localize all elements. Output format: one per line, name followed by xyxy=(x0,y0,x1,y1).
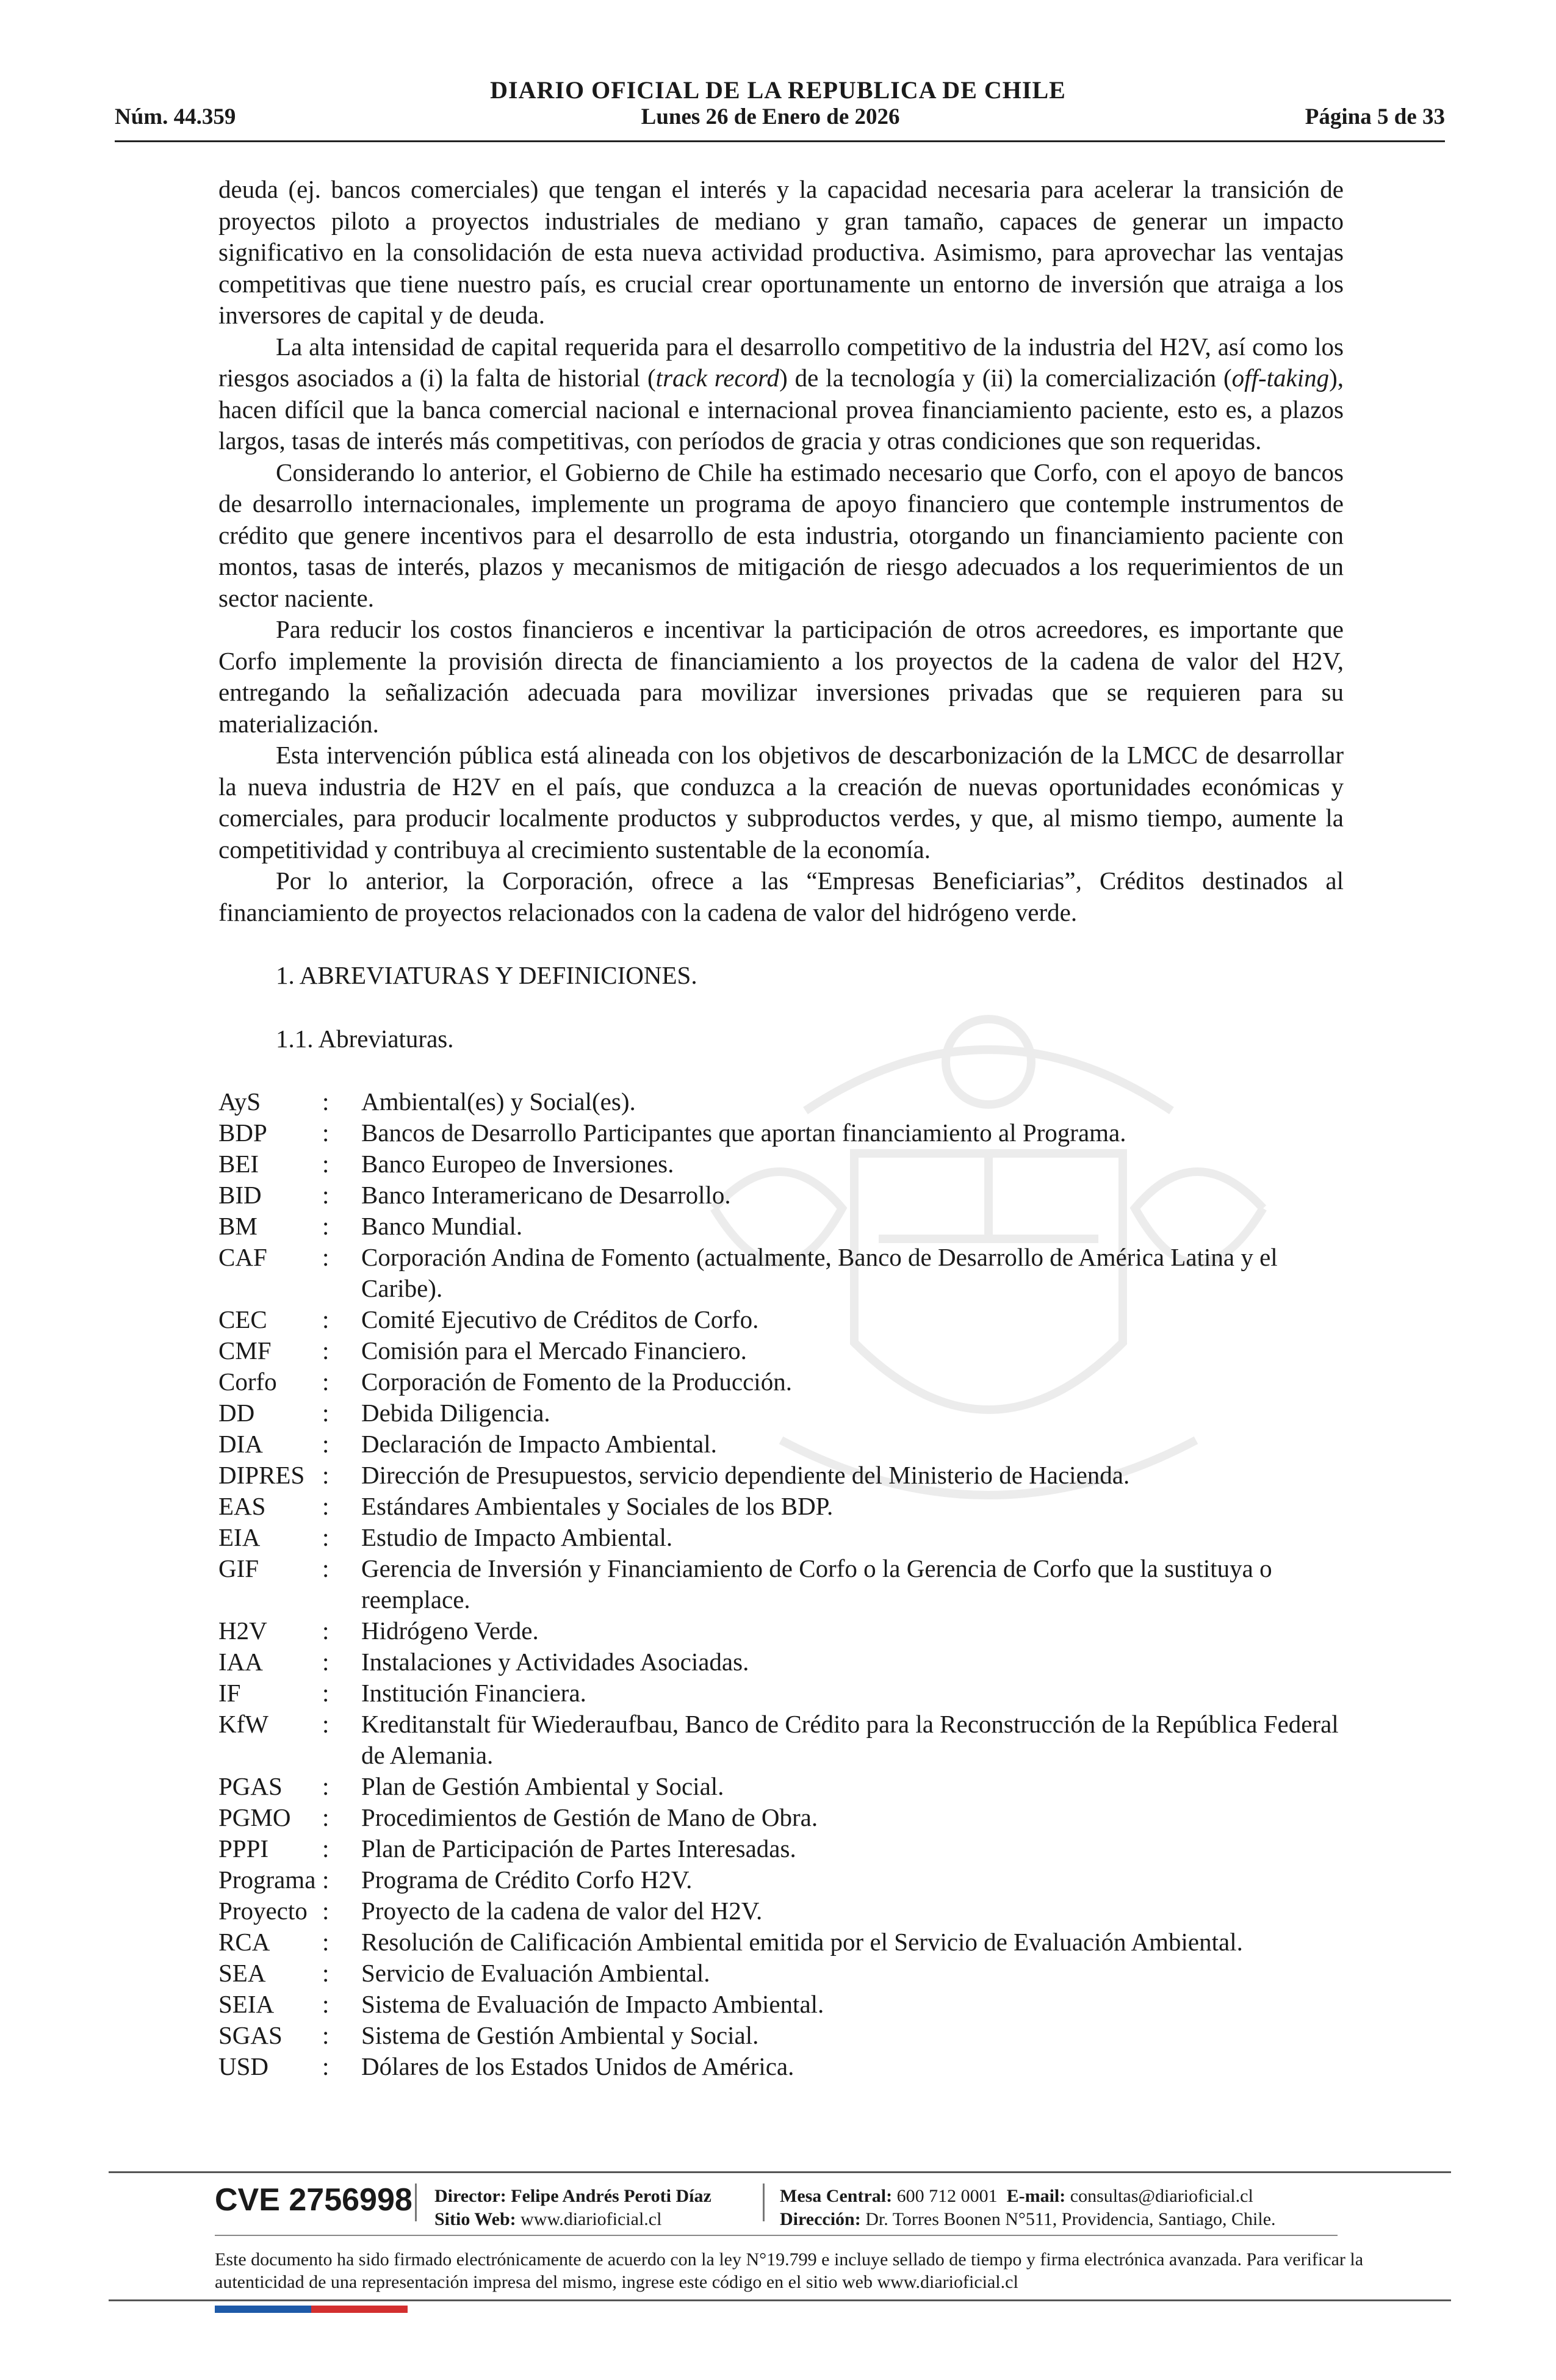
abbreviation-code: BID xyxy=(218,1181,262,1209)
abbreviation-definition: Comité Ejecutivo de Créditos de Corfo. xyxy=(361,1305,759,1333)
abbreviation-row xyxy=(218,1615,1344,1646)
footer-middle-rule xyxy=(215,2235,1338,2236)
abbreviation-row xyxy=(218,1989,1344,2020)
abbreviation-code: KfW xyxy=(218,1710,268,1738)
abbreviation-colon: : xyxy=(322,1554,330,1582)
abbreviation-colon: : xyxy=(322,1928,330,1956)
phone-label: Mesa Central: xyxy=(780,2186,893,2206)
abbreviation-definition: Dólares de los Estados Unidos de América. xyxy=(361,2052,794,2080)
abbreviation-code: EIA xyxy=(218,1523,261,1551)
abbreviation-row xyxy=(218,1646,1344,1678)
abbreviation-code: SGAS xyxy=(218,2021,283,2049)
abbreviation-definition: Bancos de Desarrollo Participantes que aportan financiamiento al Programa. xyxy=(361,1119,1126,1147)
abbreviation-code: USD xyxy=(218,2052,269,2080)
abbreviation-colon: : xyxy=(322,1710,330,1738)
website-label: Sitio Web: xyxy=(434,2209,516,2229)
header-row xyxy=(115,104,1445,130)
abbreviation-definition: Programa de Crédito Corfo H2V. xyxy=(361,1866,693,1894)
abbreviation-code: Corfo xyxy=(218,1368,277,1396)
abbreviation-row xyxy=(218,1460,1344,1491)
abbreviation-colon: : xyxy=(322,1212,330,1240)
document-body xyxy=(218,174,1344,2082)
abbreviation-colon: : xyxy=(322,1803,330,1831)
abbreviation-row xyxy=(218,1366,1344,1397)
abbreviation-definition: Institución Financiera. xyxy=(361,1679,586,1707)
abbreviation-definition: Proyecto de la cadena de valor del H2V. xyxy=(361,1897,763,1925)
website-link[interactable]: www.diarioficial.cl xyxy=(520,2209,662,2229)
abbreviation-colon: : xyxy=(322,1087,330,1116)
abbreviation-code: DIA xyxy=(218,1430,263,1458)
footer-bottom-rule xyxy=(109,2299,1451,2301)
abbreviation-colon: : xyxy=(322,1492,330,1520)
abbreviation-code: BDP xyxy=(218,1119,267,1147)
abbreviation-code: RCA xyxy=(218,1928,270,1956)
address-label: Dirección: xyxy=(780,2209,861,2229)
abbreviation-code: PGAS xyxy=(218,1772,283,1800)
abbreviation-row xyxy=(218,1771,1344,1802)
footer-contact-block xyxy=(780,2185,1276,2231)
abbreviation-row xyxy=(218,1429,1344,1460)
abbreviation-colon: : xyxy=(322,1119,330,1147)
abbreviation-row xyxy=(218,1864,1344,1895)
abbreviation-definition: Gerencia de Inversión y Financiamiento de Corfo o la Gerencia de Corfo que la sustituya o reemplace. xyxy=(361,1554,1272,1614)
abbreviation-definition: Banco Europeo de Inversiones. xyxy=(361,1150,674,1178)
footer-divider xyxy=(415,2183,417,2221)
subsection-heading: 1.1. Abreviaturas. xyxy=(276,1024,454,1053)
abbreviation-row xyxy=(218,1335,1344,1366)
abbreviation-definition: Debida Diligencia. xyxy=(361,1399,550,1427)
abbreviation-colon: : xyxy=(322,1368,330,1396)
flag-stripe-blue xyxy=(215,2306,311,2313)
abbreviation-definition: Corporación de Fomento de la Producción. xyxy=(361,1368,792,1396)
footer-divider xyxy=(763,2183,765,2221)
email-label: E-mail: xyxy=(1006,2186,1066,2206)
abbreviation-colon: : xyxy=(322,2021,330,2049)
newspaper-title: DIARIO OFICIAL DE LA REPUBLICA DE CHILE xyxy=(490,76,1066,104)
abbreviation-row xyxy=(218,1553,1344,1615)
abbreviation-code: SEIA xyxy=(218,1990,275,2018)
abbreviation-code: PPPI xyxy=(218,1834,269,1863)
section-heading: 1. ABREVIATURAS Y DEFINICIONES. xyxy=(276,961,697,989)
abbreviation-code: BM xyxy=(218,1212,258,1240)
paragraph: Considerando lo anterior, el Gobierno de Chile ha estimado necesario que Corfo, con el apoyo de bancos de desarrollo internacionales, implemente un programa de apoyo financiero que contemple instrumentos de crédito que genere incentivos para el desarrollo de esta industria, otorgando un financiamiento paciente con montos, tasas de interés, plazos y mecanismos de mitigación de riesgo adecuados a los requerimientos de un sector naciente. xyxy=(218,458,1344,612)
paragraph-text: La alta intensidad de capital requerida para el desarrollo competitivo de la industria del H2V, así como los riesgos asociados a (i) la falta de historial (track record) de la tecnología y (ii) la comercialización (off-taking), hacen difícil que la banca comercial nacional e internacional provea financiamiento paciente, esto es, a plazos largos, tasas de interés más competitivas, con períodos de gracia y otras condiciones que son requeridas. xyxy=(218,332,1344,455)
abbreviation-row xyxy=(218,1086,1344,1117)
abbreviation-colon: : xyxy=(322,1430,330,1458)
abbreviation-definition: Ambiental(es) y Social(es). xyxy=(361,1087,636,1116)
footer-director-block xyxy=(434,2185,711,2231)
abbreviation-code: DD xyxy=(218,1399,255,1427)
flag-stripe-red xyxy=(311,2306,408,2313)
abbreviation-code: Programa xyxy=(218,1866,316,1894)
abbreviation-code: BEI xyxy=(218,1150,259,1178)
abbreviation-colon: : xyxy=(322,1772,330,1800)
abbreviation-colon: : xyxy=(322,1959,330,1987)
cve-code: CVE 2756998 xyxy=(215,2182,412,2218)
abbreviation-colon: : xyxy=(322,1181,330,1209)
abbreviation-definition: Banco Interamericano de Desarrollo. xyxy=(361,1181,731,1209)
abbreviation-row xyxy=(218,1242,1344,1304)
abbreviation-colon: : xyxy=(322,1150,330,1178)
abbreviation-row xyxy=(218,1802,1344,1833)
abbreviation-definition: Sistema de Gestión Ambiental y Social. xyxy=(361,2021,759,2049)
abbreviation-colon: : xyxy=(322,1834,330,1863)
issue-date: Lunes 26 de Enero de 2026 xyxy=(641,104,900,129)
abbreviation-definition: Servicio de Evaluación Ambiental. xyxy=(361,1959,710,1987)
abbreviations-table xyxy=(218,1086,1344,2082)
abbreviation-definition: Corporación Andina de Fomento (actualmente, Banco de Desarrollo de América Latina y el Caribe). xyxy=(361,1243,1278,1302)
director-name: Felipe Andrés Peroti Díaz xyxy=(511,2186,711,2206)
abbreviation-row xyxy=(218,2020,1344,2051)
abbreviation-code: CMF xyxy=(218,1336,272,1365)
abbreviation-row xyxy=(218,1304,1344,1335)
address-text: Dr. Torres Boonen N°511, Providencia, Santiago, Chile. xyxy=(865,2209,1276,2229)
abbreviation-row xyxy=(218,1709,1344,1771)
paragraph xyxy=(218,331,1344,457)
abbreviation-code: CEC xyxy=(218,1305,267,1333)
abbreviation-colon: : xyxy=(322,1461,330,1489)
abbreviation-code: EAS xyxy=(218,1492,266,1520)
abbreviation-row xyxy=(218,1117,1344,1149)
abbreviation-code: Proyecto xyxy=(218,1897,308,1925)
signature-notice: Este documento ha sido firmado electrónicamente de acuerdo con la ley N°19.799 e incluye sellado de tiempo y firma electrónica avanzada. Para verificar la autenticidad de una representación impresa del mismo, ingrese este código en el sitio web www.diarioficial.cl xyxy=(215,2249,1364,2292)
abbreviation-colon: : xyxy=(322,1990,330,2018)
abbreviation-code: IAA xyxy=(218,1648,263,1676)
abbreviation-row xyxy=(218,1149,1344,1180)
email-link[interactable]: consultas@diarioficial.cl xyxy=(1070,2186,1253,2206)
abbreviation-definition: Estándares Ambientales y Sociales de los BDP. xyxy=(361,1492,834,1520)
abbreviation-definition: Comisión para el Mercado Financiero. xyxy=(361,1336,747,1365)
header-rule xyxy=(115,140,1445,142)
phone-number: 600 712 0001 xyxy=(896,2186,998,2206)
abbreviation-definition: Banco Mundial. xyxy=(361,1212,523,1240)
abbreviation-row xyxy=(218,1927,1344,1958)
abbreviation-code: AyS xyxy=(218,1087,261,1116)
director-label: Director: xyxy=(434,2186,506,2206)
abbreviation-code: SEA xyxy=(218,1959,266,1987)
abbreviation-colon: : xyxy=(322,2052,330,2080)
abbreviation-colon: : xyxy=(322,1679,330,1707)
abbreviation-colon: : xyxy=(322,1866,330,1894)
abbreviation-colon: : xyxy=(322,1399,330,1427)
abbreviation-row xyxy=(218,1397,1344,1429)
abbreviation-row xyxy=(218,1522,1344,1553)
abbreviation-code: PGMO xyxy=(218,1803,291,1831)
page-number: Página 5 de 33 xyxy=(1305,104,1445,129)
issue-number: Núm. 44.359 xyxy=(115,104,236,129)
footer-top-rule xyxy=(109,2171,1451,2173)
abbreviation-colon: : xyxy=(322,1336,330,1365)
abbreviation-code: H2V xyxy=(218,1617,267,1645)
abbreviation-code: IF xyxy=(218,1679,241,1707)
abbreviation-definition: Estudio de Impacto Ambiental. xyxy=(361,1523,673,1551)
abbreviation-definition: Procedimientos de Gestión de Mano de Obra. xyxy=(361,1803,818,1831)
abbreviation-definition: Instalaciones y Actividades Asociadas. xyxy=(361,1648,749,1676)
abbreviation-row xyxy=(218,1180,1344,1211)
paragraph: Por lo anterior, la Corporación, ofrece a las “Empresas Beneficiarias”, Créditos destinados al financiamiento de proyectos relacionados con la cadena de valor del hidrógeno verde. xyxy=(218,867,1344,926)
abbreviation-definition: Kreditanstalt für Wiederaufbau, Banco de Crédito para la Reconstrucción de la República Federal de Alemania. xyxy=(361,1710,1339,1769)
abbreviation-colon: : xyxy=(322,1648,330,1676)
abbreviation-definition: Declaración de Impacto Ambiental. xyxy=(361,1430,717,1458)
abbreviation-row xyxy=(218,1958,1344,1989)
abbreviation-colon: : xyxy=(322,1897,330,1925)
abbreviation-code: CAF xyxy=(218,1243,267,1271)
abbreviation-code: DIPRES xyxy=(218,1461,305,1489)
abbreviation-colon: : xyxy=(322,1305,330,1333)
abbreviation-definition: Plan de Participación de Partes Interesadas. xyxy=(361,1834,796,1863)
abbreviation-definition: Plan de Gestión Ambiental y Social. xyxy=(361,1772,724,1800)
abbreviation-code: GIF xyxy=(218,1554,259,1582)
abbreviation-row xyxy=(218,1211,1344,1242)
abbreviation-colon: : xyxy=(322,1243,330,1271)
abbreviation-definition: Sistema de Evaluación de Impacto Ambiental. xyxy=(361,1990,824,2018)
abbreviation-definition: Resolución de Calificación Ambiental emitida por el Servicio de Evaluación Ambiental. xyxy=(361,1928,1243,1956)
abbreviation-row xyxy=(218,1491,1344,1522)
abbreviation-row xyxy=(218,1833,1344,1864)
abbreviation-definition: Hidrógeno Verde. xyxy=(361,1617,539,1645)
paragraph: Esta intervención pública está alineada con los objetivos de descarbonización de la LMCC de desarrollar la nueva industria de H2V en el país, que conduzca a la creación de nuevas oportunidades económicas y comerciales, para producir localmente productos y subproductos verdes, y que, al mismo tiempo, aumente la competitividad y contribuya al crecimiento sustentable de la economía. xyxy=(218,741,1344,864)
abbreviation-row xyxy=(218,2051,1344,2082)
paragraph: deuda (ej. bancos comerciales) que tengan el interés y la capacidad necesaria para acelerar la transición de proyectos piloto a proyectos industriales de mediano y gran tamaño, capaces de generar un impacto significativo en la consolidación de esta nueva actividad productiva. Asimismo, para aprovechar las ventajas competitivas que tiene nuestro país, es crucial crear oportunamente un entorno de inversión que atraiga a los inversores de capital y de deuda. xyxy=(218,175,1344,329)
abbreviation-row xyxy=(218,1895,1344,1927)
abbreviation-definition: Dirección de Presupuestos, servicio dependiente del Ministerio de Hacienda. xyxy=(361,1461,1130,1489)
abbreviation-colon: : xyxy=(322,1523,330,1551)
abbreviation-colon: : xyxy=(322,1617,330,1645)
paragraph: Para reducir los costos financieros e incentivar la participación de otros acreedores, es importante que Corfo implemente la provisión directa de financiamiento a los proyectos de la cadena de valor del H2V, entregando la señalización adecuada para movilizar inversiones privadas que se requieren para su materialización. xyxy=(218,615,1344,738)
abbreviation-row xyxy=(218,1678,1344,1709)
